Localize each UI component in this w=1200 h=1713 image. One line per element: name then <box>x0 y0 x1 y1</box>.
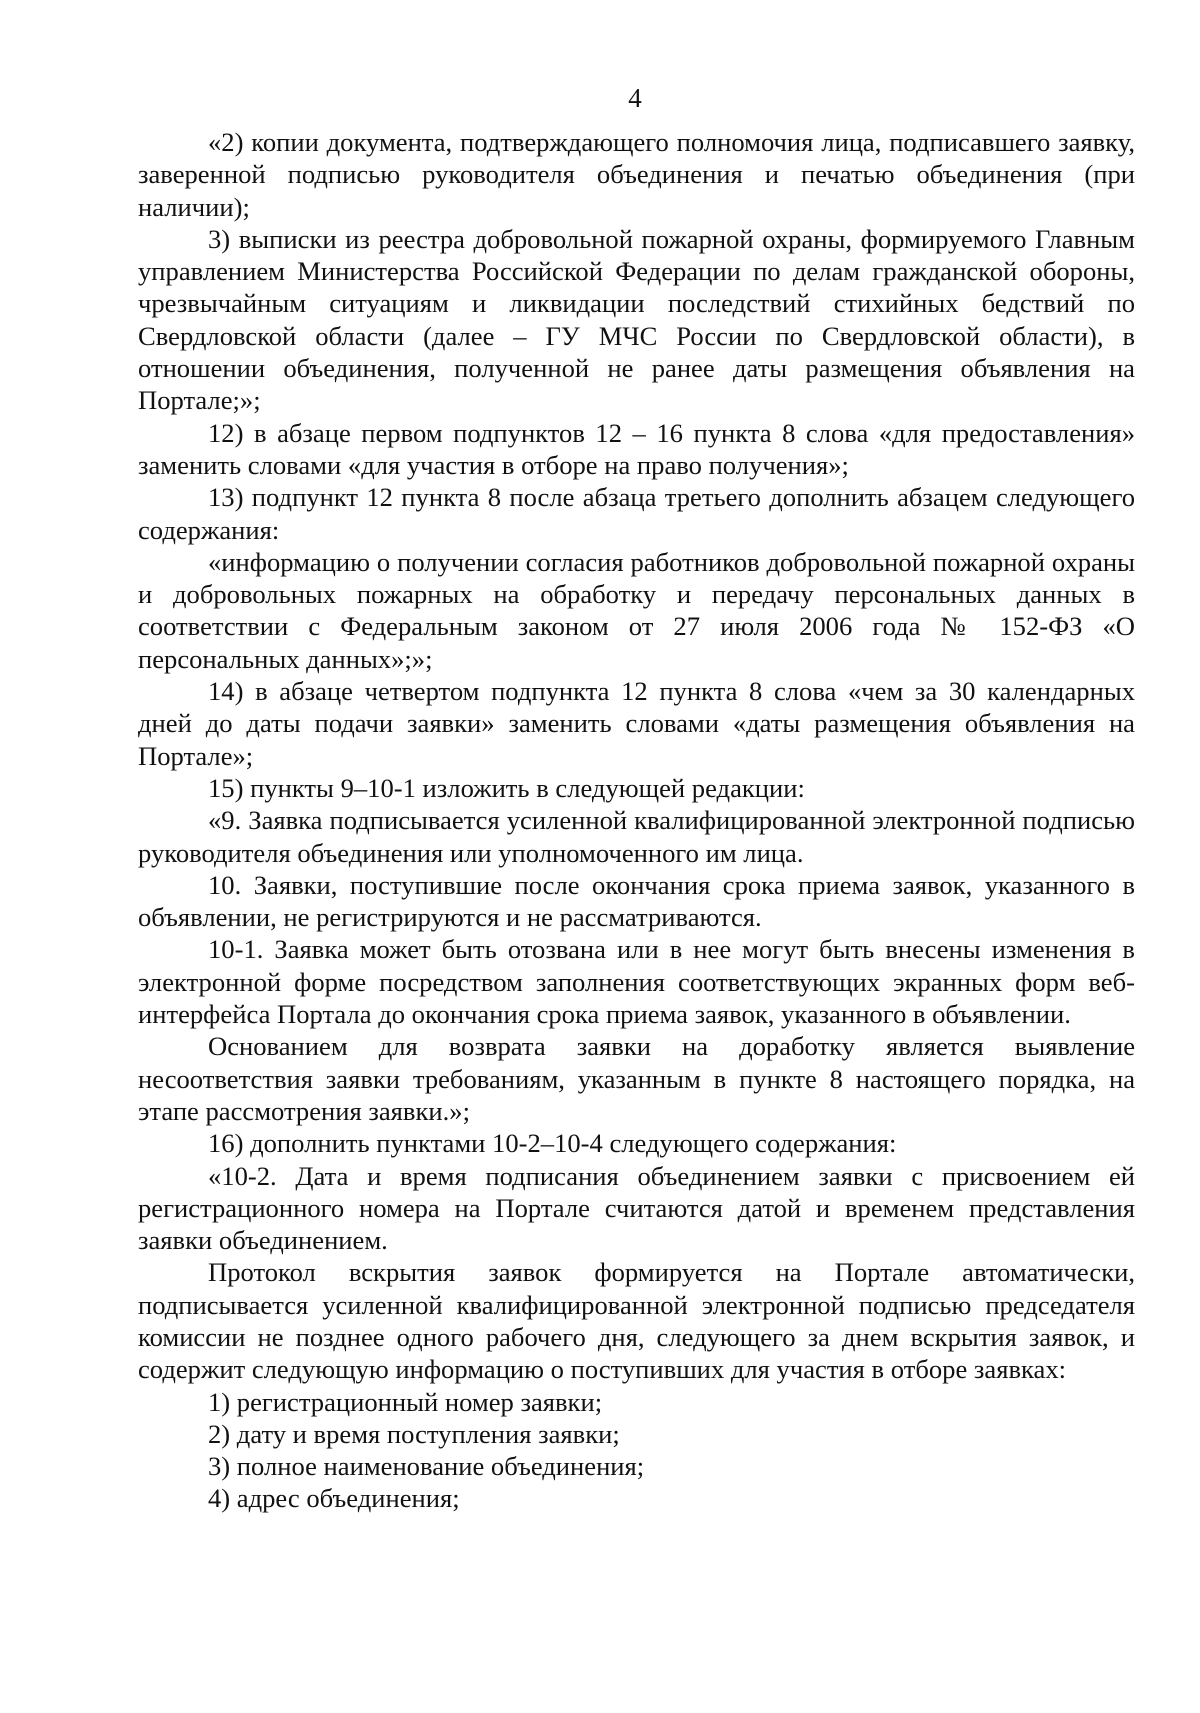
paragraph-protocol: Протокол вскрытия заявок формируется на Портале автоматически, подписывается усиленной квалифицированной электронной подписью председателя комиссии не позднее одного рабочего дня, следующего за днем вскрытия заявок, и содержит следующую информацию о поступивших для участия в отборе заявках: <box>138 1257 1135 1385</box>
paragraph-10-1-withdraw: 10-1. Заявка может быть отозвана или в нее могут быть внесены изменения в электронной форме посредством заполнения соответствующих экранных форм веб-интерфейса Портала до окончания срока приема заявок, указанного в объявлении. <box>138 934 1135 1030</box>
page-number: 4 <box>628 83 642 113</box>
paragraph-2-copies: «2) копии документа, подтверждающего полномочия лица, подписавшего заявку, заверенной подписью руководителя объединения и печатью объединения (при наличии); <box>138 127 1135 222</box>
list-item-reg-number: 1) регистрационный номер заявки; <box>208 1386 603 1417</box>
list-item-datetime: 2) дату и время поступления заявки; <box>208 1418 620 1449</box>
paragraph-10-2-datetime: «10-2. Дата и время подписания объединением заявки с присвоением ей регистрационного номера на Портале считаются датой и временем представления заявки объединением. <box>138 1160 1135 1256</box>
paragraph-return-grounds: Основанием для возврата заявки на доработку является выявление несоответствия заявки требованиям, указанным в пункте 8 настоящего порядка, на этапе рассмотрения заявки.»; <box>138 1031 1135 1126</box>
paragraph-16-amend: 16) дополнить пунктами 10-2–10-4 следующего содержания: <box>208 1128 897 1159</box>
paragraph-consent-info: «информацию о получении согласия работников добровольной пожарной охраны и добровольных пожарных на обработку и передачу персональных данных в соответствии с Федеральным законом от 27 июля 2006 года № 152-ФЗ «О персональных данных»;»; <box>138 546 1135 674</box>
paragraph-13-amend: 13) подпункт 12 пункта 8 после абзаца третьего дополнить абзацем следующего содержания: <box>138 482 1135 545</box>
document-body <box>138 126 1135 1515</box>
paragraph-15-amend: 15) пункты 9–10-1 изложить в следующей редакции: <box>208 772 805 803</box>
paragraph-3-extract: 3) выписки из реестра добровольной пожарной охраны, формируемого Главным управлением Министерства Российской Федерации по делам гражданской обороны, чрезвычайным ситуациям и ликвидации последствий стихийных бедствий по Свердловской области (далее – ГУ МЧС России по Свердловской области), в отношении объединения, полученной не ранее даты размещения объявления на Портале;»; <box>138 223 1135 416</box>
paragraph-14-amend: 14) в абзаце четвертом подпункта 12 пункта 8 слова «чем за 30 календарных дней до даты подачи заявки» заменить словами «даты размещения объявления на Портале»; <box>138 676 1135 771</box>
paragraph-9-signature: «9. Заявка подписывается усиленной квалифицированной электронной подписью руководителя объединения или уполномоченного им лица. <box>138 805 1135 868</box>
paragraph-12-amend: 12) в абзаце первом подпунктов 12 – 16 пункта 8 слова «для предоставления» заменить словами «для участия в отборе на право получения»; <box>138 417 1135 480</box>
list-item-address: 4) адрес объединения; <box>208 1483 460 1514</box>
paragraph-10-late: 10. Заявки, поступившие после окончания срока приема заявок, указанного в объявлении, не регистрируются и не рассматриваются. <box>138 869 1135 933</box>
list-item-full-name: 3) полное наименование объединения; <box>208 1451 645 1482</box>
